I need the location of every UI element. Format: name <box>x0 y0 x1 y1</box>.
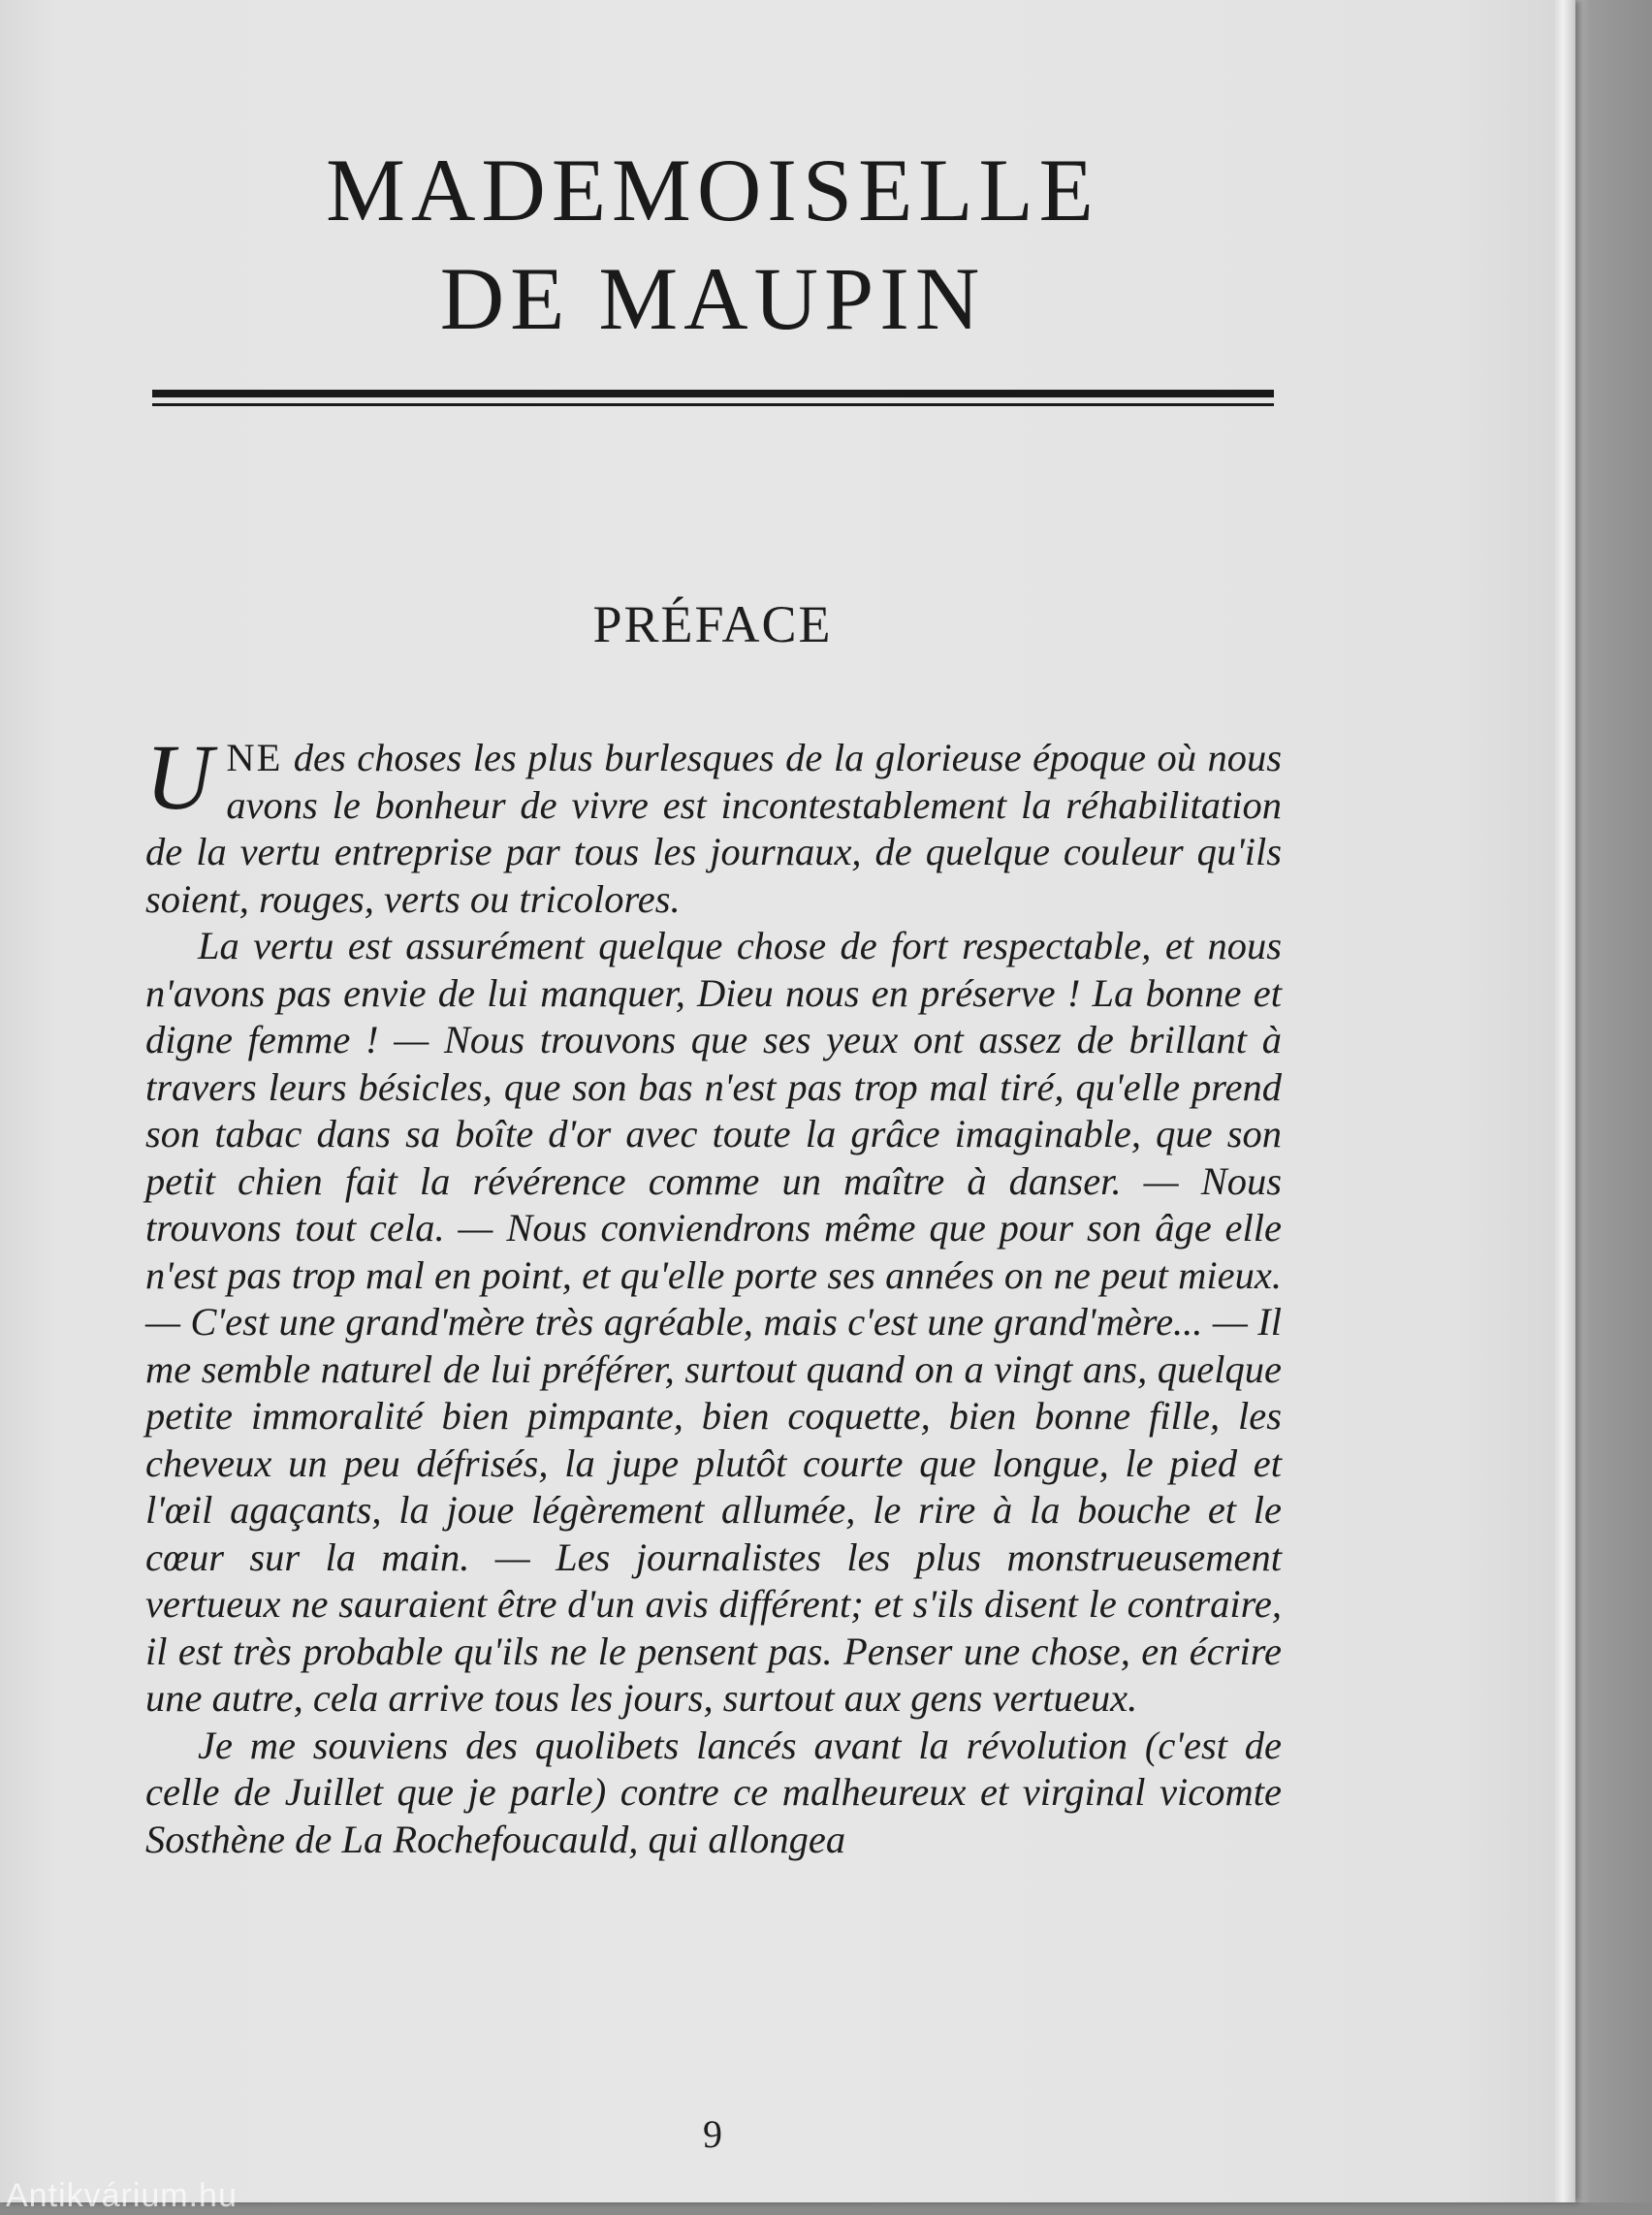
page-edge <box>1555 0 1575 2202</box>
first-word-small-caps: NE <box>226 736 283 779</box>
paragraph-1-text: des choses les plus burlesques de la glorieuse époque où nous avons le bonheur de vivre est incontestablement la réhabilitation de la vertu entreprise par tous les journaux, de quelque couleur qu'ils soient, rouges, verts ou tricolores. <box>145 736 1282 921</box>
drop-cap: U <box>145 725 213 829</box>
paragraph-2: La vertu est assurément quelque chose de fort respectable, et nous n'avons pas envie de lui manquer, Dieu nous en préserve ! La bonne et digne femme ! — Nous trouvons que ses yeux ont assez de brillant à travers leurs bésicles, que son bas n'est pas trop mal tiré, qu'elle prend son tabac dans sa boîte d'or avec toute la grâce imaginable, que son petit chien fait la révérence comme un maître à danser. — Nous trouvons tout cela. — Nous conviendrons même que pour son âge elle n'est pas trop mal en point, et qu'elle porte ses années on ne peut mieux. — C'est une grand'mère très agréable, mais c'est une grand'mère... — Il me semble naturel de lui préférer, surtout quand on a vingt ans, quelque petite immoralité bien pimpante, bien coquette, bien bonne fille, les cheveux un peu défrisés, la jupe plutôt courte que longue, le pied et l'œil agaçants, la joue légèrement allumée, le rire à la bouche et le cœur sur la main. — Les journalistes les plus monstrueusement vertueux ne sauraient être d'un avis différent; et s'ils disent le contraire, il est très probable qu'ils ne le pensent pas. Penser une chose, en écrire une autre, cela arrive tous les jours, surtout aux gens vertueux. <box>145 924 1282 1720</box>
paragraph-3: Je me souviens des quolibets lancés avant la révolution (c'est de celle de Juillet que je parle) contre ce malheureux et virginal vicomte Sosthène de La Rochefoucauld, qui allongea <box>145 1723 1282 1861</box>
paragraph-1 <box>145 725 1282 923</box>
page-number: 9 <box>703 2112 722 2156</box>
title-rule-thick <box>152 390 1274 397</box>
section-heading: PRÉFACE <box>592 595 833 653</box>
watermark: Antikvárium.hu <box>6 2177 238 2214</box>
book-title-line-1: MADEMOISELLE <box>326 141 1099 239</box>
book-title-line-2: DE MAUPIN <box>439 249 986 348</box>
body-text <box>145 725 1282 1863</box>
title-rule-thin <box>152 403 1274 406</box>
